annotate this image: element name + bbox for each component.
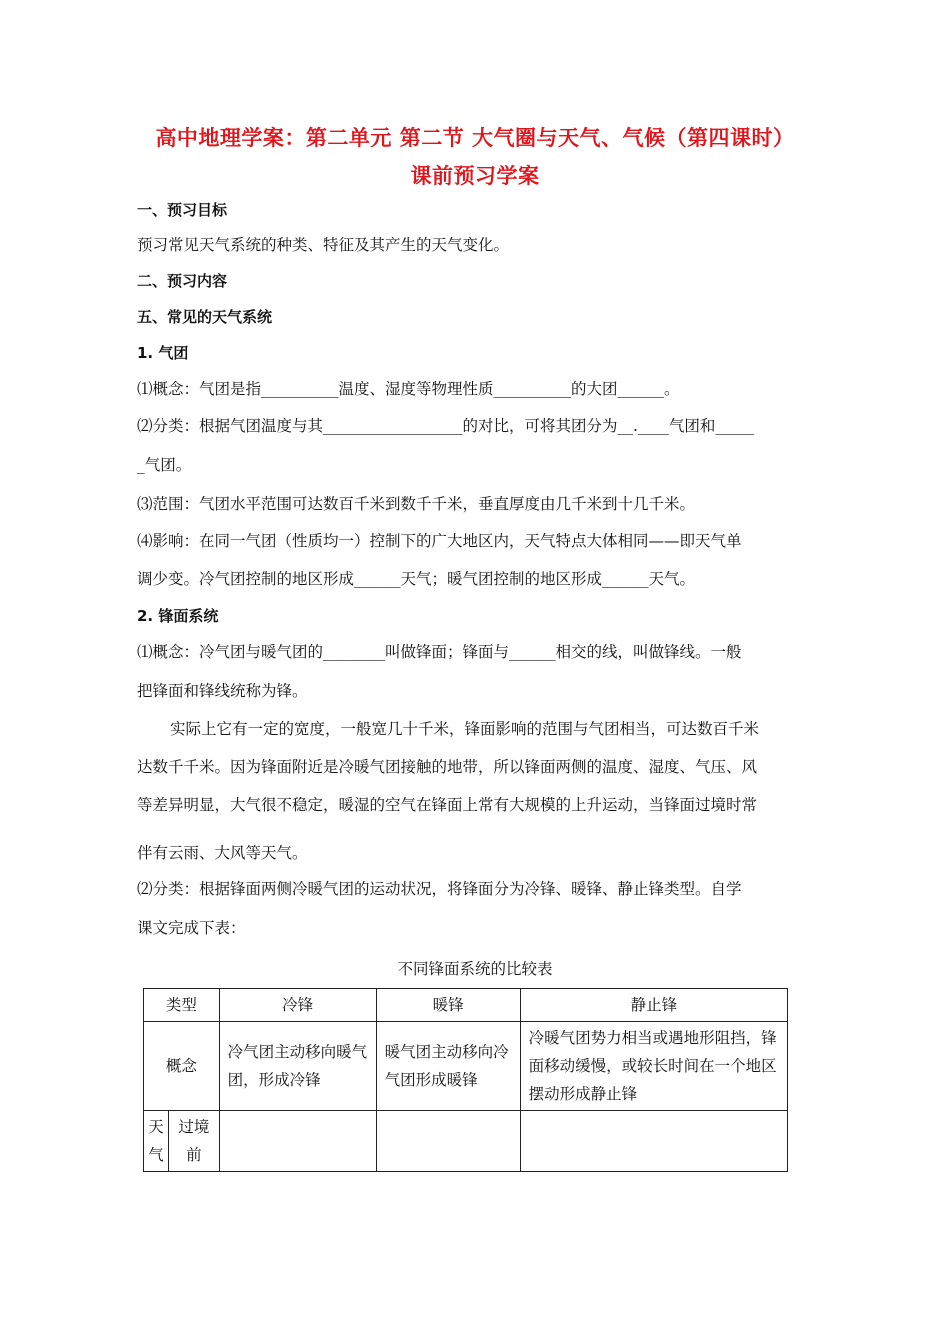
table-caption: 不同锋面系统的比较表 xyxy=(397,960,553,978)
doc-title-line2: 课前预习学案 xyxy=(410,164,540,188)
section-heading-weather-systems: 五、常见的天气系统 xyxy=(137,308,273,326)
front-paragraph-line3: 等差异明显，大气很不稳定，暖湿的空气在锋面上常有大规模的上升运动，当锋面过境时常 xyxy=(137,796,758,814)
objectives-text: 预习常见天气系统的种类、特征及其产生的天气变化。 xyxy=(137,236,510,254)
section-heading-content: 二、预习内容 xyxy=(137,272,228,290)
table-header-row xyxy=(144,989,788,1022)
header-stationary-front: 静止锋 xyxy=(520,989,787,1022)
header-type: 类型 xyxy=(144,989,220,1022)
airmass-impact-line1: ⑷影响：在同一气团（性质均一）控制下的广大地区内，天气特点大体相同——即天气单 xyxy=(137,532,742,550)
front-concept-line1: ⑴概念：冷气团与暖气团的________叫做锋面；锋面与______相交的线，叫做锋线。一般 xyxy=(137,643,742,661)
subheading-airmass: 1. 气团 xyxy=(137,344,189,362)
front-paragraph-line1: 实际上它有一定的宽度，一般宽几十千米，锋面影响的范围与气团相当，可达数百千米 xyxy=(170,720,760,738)
front-paragraph-line4: 伴有云雨、大风等天气。 xyxy=(137,844,308,862)
front-concept-line2: 把锋面和锋线统称为锋。 xyxy=(137,682,308,700)
section-heading-objectives: 一、预习目标 xyxy=(137,201,228,219)
row-label-weather: 天气 xyxy=(144,1111,169,1172)
cell-warm-before xyxy=(376,1111,520,1172)
table-row-concept xyxy=(144,1022,788,1111)
subheading-front: 2. 锋面系统 xyxy=(137,607,219,625)
table-row-weather-before xyxy=(144,1111,788,1172)
cell-stationary-concept: 冷暖气团势力相当或遇地形阻挡，锋面移动缓慢，或较长时间在一个地区摆动形成静止锋 xyxy=(520,1022,787,1111)
cell-stationary-before xyxy=(520,1111,787,1172)
front-classification-line1: ⑵分类：根据锋面两侧冷暖气团的运动状况，将锋面分为冷锋、暖锋、静止锋类型。自学 xyxy=(137,880,742,898)
airmass-impact-line2: 调少变。冷气团控制的地区形成______天气；暖气团控制的地区形成______天气。 xyxy=(137,570,696,588)
row-label-concept: 概念 xyxy=(144,1022,220,1111)
front-comparison-table xyxy=(143,988,788,1172)
cell-cold-before xyxy=(219,1111,376,1172)
airmass-classification-line1: ⑵分类：根据气团温度与其__________________的对比，可将其团分为__.____气团和_____ xyxy=(137,417,755,435)
front-classification-line2: 课文完成下表： xyxy=(137,919,246,937)
airmass-concept: ⑴概念：气团是指__________温度、湿度等物理性质__________的大团______。 xyxy=(137,380,680,398)
header-cold-front: 冷锋 xyxy=(219,989,376,1022)
cell-cold-concept: 冷气团主动移向暖气团，形成冷锋 xyxy=(219,1022,376,1111)
doc-title-line1: 高中地理学案：第二单元 第二节 大气圈与天气、气候（第四课时） xyxy=(155,126,795,150)
airmass-range: ⑶范围：气团水平范围可达数百千米到数千千米，垂直厚度由几千米到十几千米。 xyxy=(137,495,696,513)
front-paragraph-line2: 达数千千米。因为锋面附近是冷暖气团接触的地带，所以锋面两侧的温度、湿度、气压、风 xyxy=(137,758,758,776)
airmass-classification-line2: _气团。 xyxy=(137,456,192,474)
cell-warm-concept: 暖气团主动移向冷气团形成暖锋 xyxy=(376,1022,520,1111)
row-label-before-passage: 过境前 xyxy=(169,1111,220,1172)
header-warm-front: 暖锋 xyxy=(376,989,520,1022)
